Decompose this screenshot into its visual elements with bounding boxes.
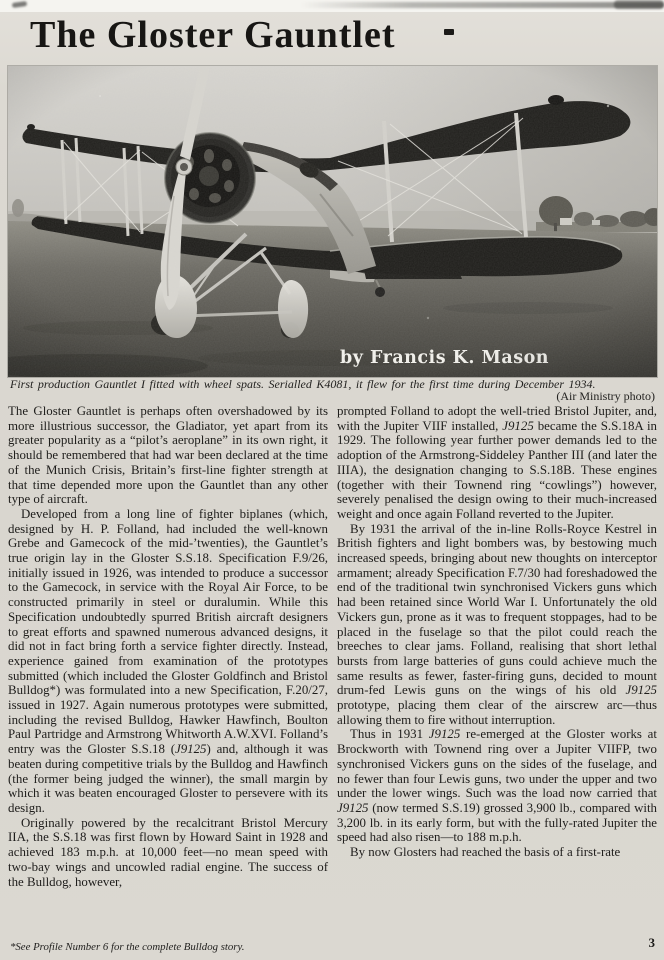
- article-paragraph: By 1931 the arrival of the in-line Rolls-Royce Kestrel in British fighters and light bombers was, by bestowing much increased speeds, bringing about new thoughts on interceptor armament; already Specification F.7/30 had foreshadowed the end of the traditional twin synchronised Vickers guns which had been retained since World War I. Unfortunately the old Vickers gun, prone as it was to frequent stoppages, had to be placed in the fuselage so that the pilot could reach the breeches to clear jams. Folland, realising that short lethal bursts from large batteries of guns could achieve much the same results as fewer, faster-firing guns, decided to mount drum-fed Lewis guns on the wings of his old J9125 prototype, placing them clear of the airscrew arc—thus allowing them to fire without interruption.: [337, 521, 657, 727]
- page-title: The Gloster Gauntlet: [30, 14, 396, 56]
- photo-credit: (Air Ministry photo): [556, 389, 655, 403]
- photo-caption: [10, 378, 655, 402]
- photo-grain: [8, 66, 657, 377]
- right-column: [337, 404, 657, 889]
- caption-text: First production Gauntlet I fitted with wheel spats. Serialled K4081, it flew for the first time during December 1934.: [10, 377, 596, 391]
- article-paragraph: Originally powered by the recalcitrant Bristol Mercury IIA, the S.S.18 was first flown by Howard Saint in 1928 and achieved 183 m.p.h. at 10,000 feet—no mean speed with two-bay wings and uncowled radial engine. The success of the Bulldog, however,: [8, 815, 328, 889]
- article-paragraph: By now Glosters had reached the basis of a first-rate: [350, 845, 621, 860]
- ink-mark: [444, 29, 454, 35]
- aircraft-photo: [8, 66, 657, 377]
- article-body: [8, 404, 657, 889]
- article-paragraph: prompted Folland to adopt the well-tried Bristol Jupiter, and, with the Jupiter VIIF installed, J9125 became the S.S.18A in 1929. The following year further power demands led to the adoption of the Armstrong-Siddeley Panther III (and later the IIIA), the designation changing to S.S.18B. These engines (together with their Townend ring “cowlings”) however, severely penalised the design owing to their much-increased weight and once again Folland reverted to the Jupiter.: [337, 404, 658, 521]
- article-paragraph: The Gloster Gauntlet is perhaps often overshadowed by its more illustrious successor, the Gladiator, yet apart from its greater popularity as a “pilot’s aeroplane” in its own right, it should be remembered that had war been declared at the time of the Munich Crisis, Britain’s first-line fighter strength at that time depended more upon the Gauntlet than any other type of aircraft.: [8, 404, 328, 507]
- scan-top-edge: [0, 0, 664, 12]
- footnote: *See Profile Number 6 for the complete Bulldog story.: [10, 941, 245, 953]
- scan-smudge-left: [12, 1, 28, 8]
- article-paragraph: Thus in 1931 J9125 re-emerged at the Gloster works at Brockworth with Townend ring over a Jupiter VIIFP, two synchronised Vickers guns on the sides of the fuselage, and no fewer than four Lewis guns, two under the upper and two under the lower wings. Such was the load now carried that J9125 (now termed S.S.19) grossed 3,900 lb., compared with 3,200 lb. in its early form, but with the fully-rated Jupiter the speed had also risen—to 188 m.p.h.: [337, 727, 657, 845]
- scan-smudge: [300, 2, 664, 8]
- scan-smudge-corner: [614, 0, 664, 9]
- page-number: 3: [648, 935, 655, 950]
- article-paragraph: Developed from a long line of fighter biplanes (which, designed by H. P. Folland, had included the well-known Grebe and Gamecock of the mid-’twenties), the Gauntlet’s true origin lay in the Gloster S.S.18. Specification F.9/26, initially issued in 1926, was intended to produce a successor to the Gamecock, in service with the Royal Air Force, to be constructed primarily in steel or duralumin. While this Specification undoubtedly spurred British aircraft designers to great efforts and spawned numerous advanced designs, it did not in fact bring forth a service fighter directly. Instead, experience gained from examination of the prototypes submitted (which included the Gloster Goldfinch and Bristol Bulldog*) was formulated into a new Specification, F.20/27, issued in 1927. Again numerous prototypes were submitted, including the revised Bulldog, Hawker Hawfinch, Boulton Paul Partridge and Armstrong Whitworth A.W.XVI. Folland’s entry was the Gloster S.S.18 (J9125) and, although it was beaten during competitive trials by the Bulldog and Hawfinch (the former being judged the winner), the small margin by which it was beaten encouraged Gloster to persevere with its design.: [8, 506, 329, 815]
- left-column: [8, 404, 328, 889]
